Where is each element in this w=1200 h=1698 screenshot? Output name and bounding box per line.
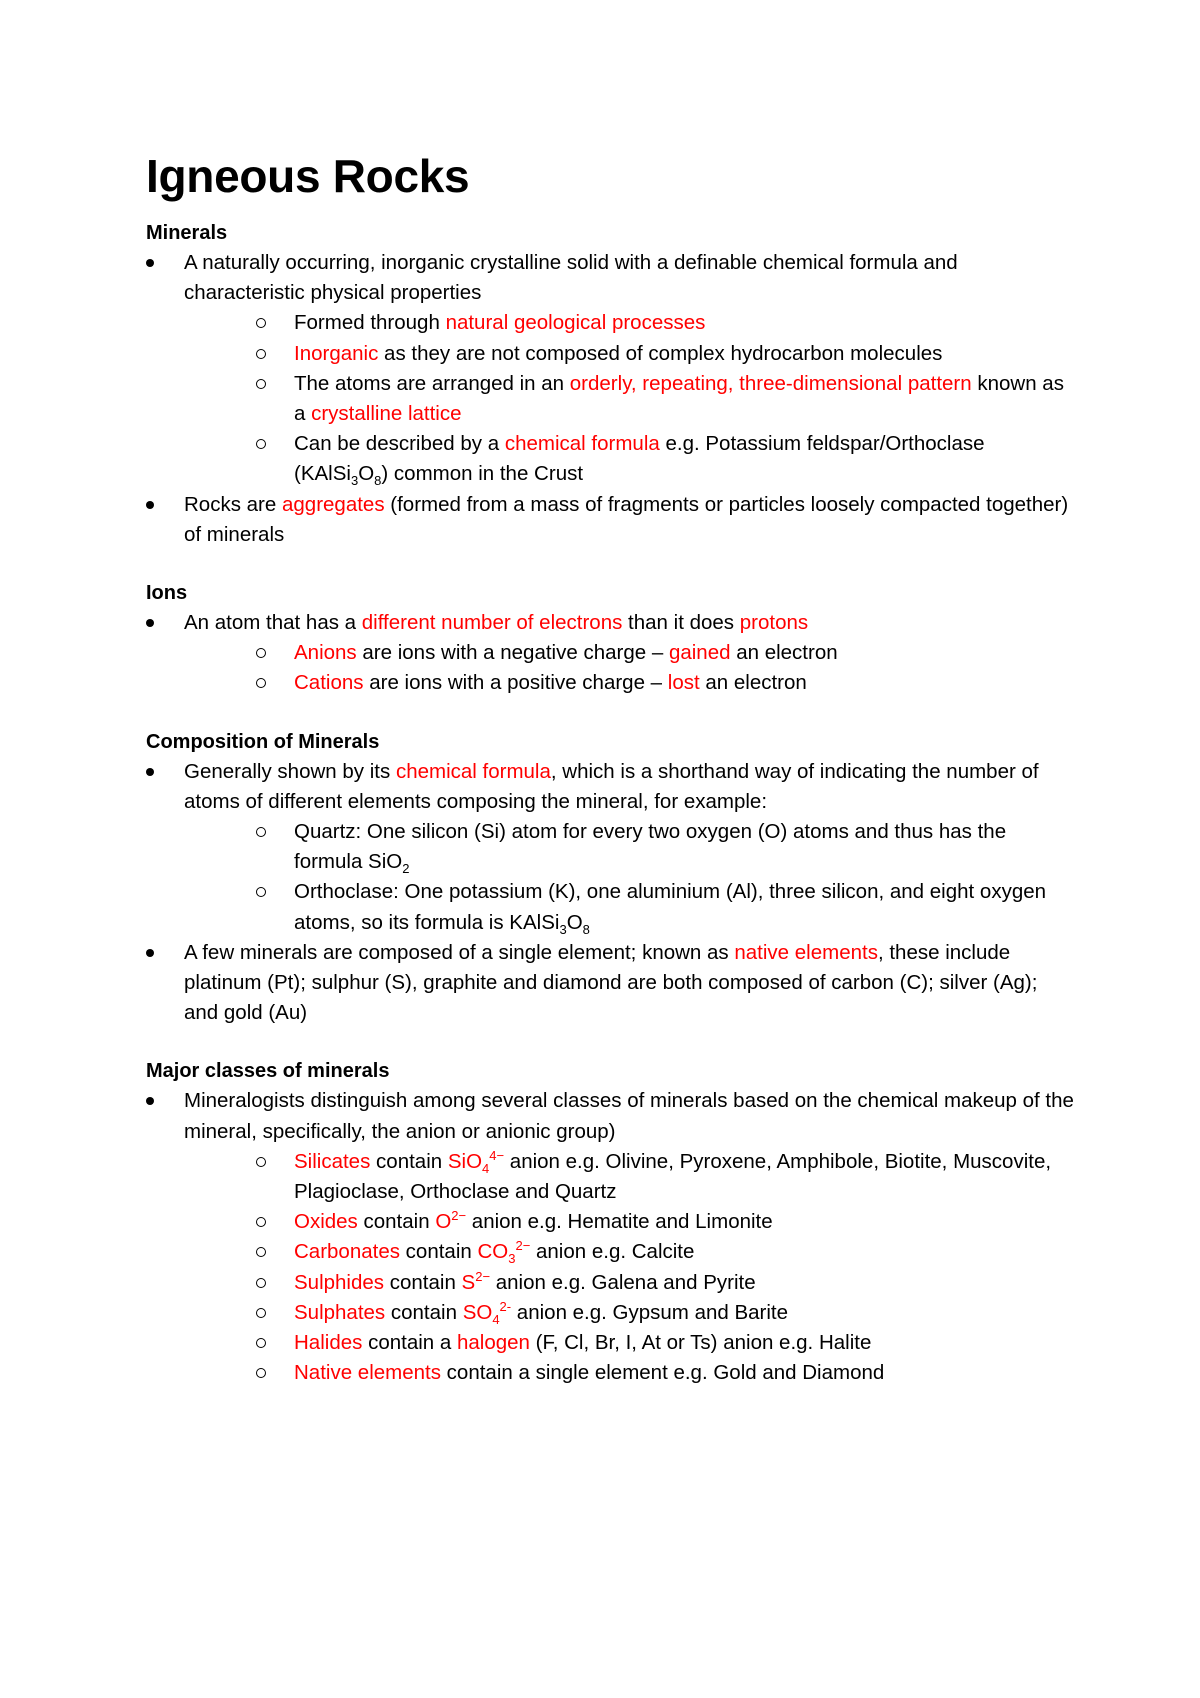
circle-bullet-icon — [256, 379, 266, 389]
circle-bullet-icon — [256, 1217, 266, 1227]
list-item-text — [184, 760, 1039, 813]
highlight-text: S — [461, 1270, 476, 1294]
circle-bullet-icon — [256, 678, 266, 688]
highlight-text: Silicates — [294, 1149, 371, 1173]
sub-list-item — [184, 817, 1076, 877]
sub-item-text — [294, 342, 942, 365]
highlight-text: Inorganic — [294, 341, 379, 365]
text-run: A few minerals are composed of a single element; known as — [184, 940, 735, 964]
sub-list-item — [184, 668, 1076, 698]
section — [146, 1056, 1076, 1388]
sub-item-text — [294, 641, 838, 664]
text-run: known as a — [294, 371, 1064, 426]
text-run: are ions with a positive charge – — [363, 671, 668, 695]
sub-item-text — [294, 432, 985, 489]
text-run: anion e.g. Calcite — [530, 1240, 695, 1264]
section-heading: Ions — [146, 582, 188, 605]
sub-list-item — [184, 1358, 1076, 1388]
text-run: contain a single element e.g. Gold and Diamond — [440, 1361, 885, 1385]
circle-bullet-icon — [256, 349, 266, 359]
bullet-icon — [146, 1097, 154, 1105]
text-run: Rocks are — [184, 492, 282, 516]
bullet-list — [146, 608, 1076, 699]
highlight-text: Anions — [294, 641, 357, 665]
highlight-text: chemical formula — [395, 759, 551, 783]
text-run: Orthoclase: One potassium (K), one aluminium (Al), three silicon, and eight oxygen atoms, so its formula is KAlSi — [294, 880, 1047, 934]
highlight-text: Oxides — [294, 1210, 358, 1234]
highlight-text: 2- — [499, 1299, 512, 1315]
highlight-text: Sulphides — [294, 1270, 385, 1294]
text-run: A naturally occurring, inorganic crystalline solid with a definable chemical formula and characteristic physical properties — [184, 251, 958, 305]
circle-bullet-icon — [256, 648, 266, 658]
bullet-list — [146, 1086, 1076, 1388]
text-run: 3 — [559, 921, 567, 937]
sections-container — [146, 218, 1076, 1389]
text-run: 3 — [350, 473, 359, 489]
sub-list-item — [184, 339, 1076, 369]
highlight-text: crystalline lattice — [311, 402, 462, 426]
bullet-icon — [146, 259, 154, 267]
text-run: O — [358, 462, 375, 486]
highlight-text: different number of electrons — [361, 611, 623, 635]
document-title: Igneous Rocks — [146, 150, 470, 202]
section-heading: Minerals — [146, 222, 228, 244]
circle-bullet-icon — [256, 1338, 266, 1348]
circle-bullet-icon — [256, 887, 266, 897]
highlight-text: 2− — [475, 1268, 491, 1284]
sub-item-text — [294, 311, 705, 334]
sub-item-text — [294, 880, 1047, 937]
list-item — [146, 938, 1076, 1029]
sub-list-item — [184, 369, 1076, 429]
bullet-icon — [146, 768, 154, 776]
sub-list-item — [184, 308, 1076, 338]
sub-list-item — [184, 1147, 1076, 1207]
text-run: are ions with a negative charge – — [356, 641, 669, 665]
highlight-text: aggregates — [281, 492, 385, 516]
text-run: anion e.g. Olivine, Pyroxene, Amphibole, Biotite, Muscovite, Plagioclase, Orthoclase and Quartz — [294, 1149, 1052, 1204]
list-item-text — [184, 941, 1037, 1024]
text-run: Formed through — [294, 311, 446, 335]
text-run: Generally shown by its — [184, 759, 396, 783]
text-run: contain — [385, 1300, 463, 1324]
text-run: an electron — [699, 671, 807, 695]
highlight-text: orderly, repeating, three-dimensional pattern — [569, 371, 972, 395]
highlight-text: gained — [668, 641, 731, 665]
highlight-text: 2− — [451, 1208, 467, 1224]
list-item-text — [184, 493, 1068, 546]
text-run: The atoms are arranged in an — [294, 371, 570, 395]
highlight-text: lost — [667, 671, 700, 695]
circle-bullet-icon — [256, 1308, 266, 1318]
sub-item-text — [294, 671, 807, 694]
text-run: contain — [370, 1149, 448, 1173]
sub-item-text — [294, 1210, 773, 1233]
text-run: , which is a shorthand way of indicating the number of atoms of different elements composing the mineral, for example: — [184, 759, 1039, 813]
list-item — [146, 490, 1076, 550]
bullet-icon — [146, 949, 154, 957]
list-item-text — [184, 611, 808, 634]
sub-item-text — [294, 1268, 756, 1294]
highlight-text: 2− — [515, 1238, 531, 1254]
text-run: An atom that has a — [184, 611, 362, 635]
circle-bullet-icon — [256, 827, 266, 837]
highlight-text: 4 — [482, 1160, 490, 1176]
text-run: than it does — [622, 611, 740, 635]
highlight-text: Sulphates — [294, 1300, 386, 1324]
list-item-text — [184, 251, 958, 304]
text-run: as they are not composed of complex hydrocarbon molecules — [378, 341, 943, 365]
bullet-icon — [146, 501, 154, 509]
sub-item-text — [294, 820, 1007, 877]
sub-item-text — [294, 1361, 884, 1384]
highlight-text: chemical formula — [504, 432, 660, 456]
list-item — [146, 608, 1076, 699]
text-run: (formed from a mass of fragments or particles loosely compacted together) of minerals — [184, 492, 1069, 546]
highlight-text: natural geological processes — [445, 311, 706, 335]
highlight-text: SO — [462, 1300, 493, 1324]
text-run: 2 — [402, 861, 410, 877]
bullet-icon — [146, 619, 154, 627]
text-run: ) common in the Crust — [381, 462, 584, 486]
section-heading: Major classes of minerals — [146, 1060, 390, 1083]
highlight-text: Carbonates — [294, 1240, 400, 1264]
text-run: , these include platinum (Pt); sulphur (S), graphite and diamond are both composed of carbon (C); silver (Ag); and gold (Au) — [184, 940, 1038, 1025]
sub-list — [184, 1147, 1076, 1389]
highlight-text: Native elements — [294, 1361, 441, 1385]
section — [146, 218, 1076, 550]
highlight-text: SiO — [447, 1149, 483, 1173]
section — [146, 727, 1076, 1029]
highlight-text: halogen — [456, 1331, 530, 1355]
text-run: anion e.g. Gypsum and Barite — [511, 1300, 789, 1324]
sub-list — [184, 817, 1076, 938]
highlight-text: 4− — [489, 1148, 505, 1164]
text-run: 8 — [374, 473, 382, 489]
text-run: Mineralogists distinguish among several classes of minerals based on the chemical makeup of the mineral, specifically, the anion or anionic group) — [184, 1089, 1074, 1143]
highlight-text: CO — [477, 1240, 509, 1264]
sub-list-item — [184, 1207, 1076, 1237]
sub-list — [184, 308, 1076, 489]
text-run: (F, Cl, Br, I, At or Ts) anion e.g. Halite — [529, 1331, 872, 1355]
circle-bullet-icon — [256, 1278, 266, 1288]
sub-item-text — [294, 372, 1064, 425]
circle-bullet-icon — [256, 439, 266, 449]
sub-list-item — [184, 1328, 1076, 1358]
highlight-text: native elements — [734, 940, 878, 964]
sub-list-item — [184, 1237, 1076, 1267]
circle-bullet-icon — [256, 1368, 266, 1378]
text-run: contain — [384, 1270, 462, 1294]
text-run: O — [566, 910, 583, 934]
sub-list-item — [184, 638, 1076, 668]
bullet-list — [146, 248, 1076, 550]
sub-list-item — [184, 1268, 1076, 1298]
sub-item-text — [294, 1331, 871, 1354]
bullet-list — [146, 757, 1076, 1029]
highlight-text: protons — [739, 611, 809, 635]
text-run: an electron — [730, 641, 838, 665]
circle-bullet-icon — [256, 318, 266, 328]
text-run: anion e.g. Galena and Pyrite — [490, 1270, 756, 1294]
highlight-text: O — [435, 1210, 452, 1234]
sub-item-text — [294, 1299, 789, 1327]
text-run: Can be described by a — [294, 432, 505, 456]
highlight-text: 3 — [508, 1251, 516, 1267]
section — [146, 578, 1076, 699]
text-run: contain — [357, 1210, 436, 1234]
circle-bullet-icon — [256, 1247, 266, 1257]
circle-bullet-icon — [256, 1157, 266, 1167]
text-run: 8 — [582, 921, 590, 937]
list-item — [146, 248, 1076, 490]
section-heading: Composition of Minerals — [146, 730, 380, 753]
highlight-text: Halides — [294, 1331, 363, 1355]
text-run: e.g. Potassium feldspar/Orthoclase (KAlSi — [294, 432, 985, 486]
document-content — [146, 148, 1076, 1417]
sub-list-item — [184, 877, 1076, 937]
list-item — [146, 1086, 1076, 1388]
sub-list — [184, 638, 1076, 698]
sub-item-text — [294, 1238, 695, 1267]
sub-item-text — [294, 1150, 1051, 1203]
highlight-text: 4 — [492, 1311, 500, 1327]
list-item — [146, 757, 1076, 938]
text-run: contain a — [362, 1331, 457, 1355]
sub-list-item — [184, 1298, 1076, 1328]
text-run: contain — [399, 1240, 478, 1264]
text-run: anion e.g. Hematite and Limonite — [466, 1210, 773, 1234]
sub-list-item — [184, 429, 1076, 489]
list-item-text — [184, 1089, 1074, 1142]
text-run: Quartz: One silicon (Si) atom for every two oxygen (O) atoms and thus has the formula SiO — [294, 820, 1007, 874]
highlight-text: Cations — [294, 671, 364, 695]
